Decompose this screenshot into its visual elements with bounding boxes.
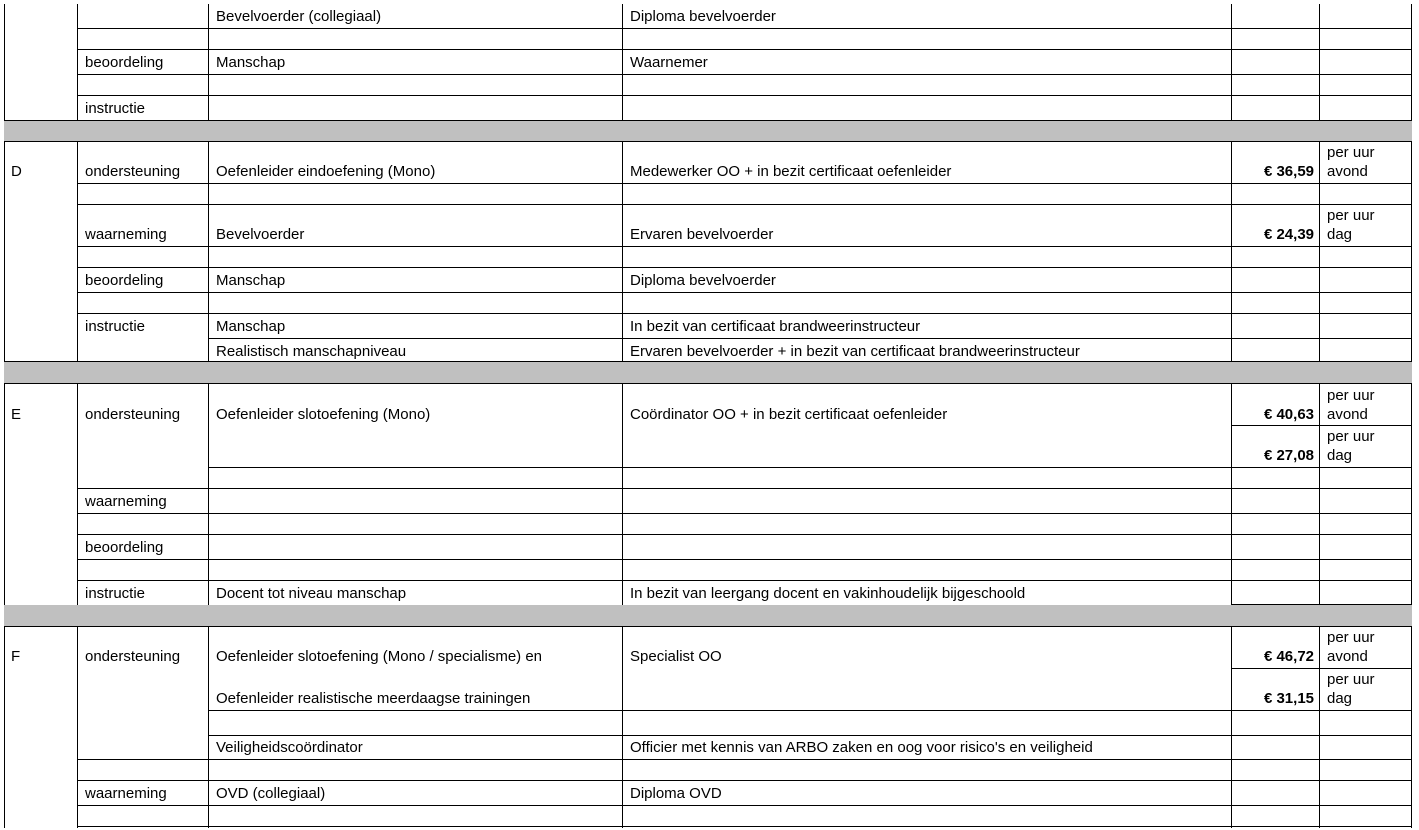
role-cell: Oefenleider eindoefening (Mono) (216, 163, 436, 180)
role-cell: Manschap (216, 318, 286, 335)
requirement-cell: In bezit van certificaat brandweerinstructeur (630, 318, 921, 335)
requirement-cell: Diploma bevelvoerder (630, 272, 776, 289)
rate-unit: per uur (1327, 207, 1375, 224)
requirement-cell: Diploma OVD (630, 785, 722, 802)
rate-unit: per uur (1327, 629, 1375, 646)
category-cell: beoordeling (85, 54, 164, 71)
category-cell: ondersteuning (85, 406, 181, 423)
category-cell: instructie (85, 318, 146, 335)
category-cell: ondersteuning (85, 648, 181, 665)
requirement-cell: Medewerker OO + in bezit certificaat oefenleider (630, 163, 952, 180)
section-letter: F (11, 648, 21, 665)
rate-unit: per uur (1327, 387, 1375, 404)
rate-amount: € 27,08 (1263, 447, 1314, 464)
role-cell: Docent tot niveau manschap (216, 585, 407, 602)
role-cell: Bevelvoerder (216, 226, 305, 243)
rate-amount: € 24,39 (1263, 226, 1314, 243)
rate-period: avond (1327, 406, 1368, 423)
separator-band (4, 362, 1412, 383)
role-cell: OVD (collegiaal) (216, 785, 326, 802)
section-letter: D (11, 163, 22, 180)
role-cell: Manschap (216, 272, 286, 289)
rate-amount: € 36,59 (1263, 163, 1314, 180)
category-cell: beoordeling (85, 272, 164, 289)
requirement-cell: Coördinator OO + in bezit certificaat oefenleider (630, 406, 948, 423)
rate-amount: € 46,72 (1263, 648, 1314, 665)
separator-band (4, 605, 1412, 626)
category-cell: waarneming (85, 493, 167, 510)
role-cell: Oefenleider realistische meerdaagse trainingen (216, 690, 531, 707)
rate-period: dag (1327, 226, 1353, 243)
rate-period: dag (1327, 447, 1353, 464)
rate-period: dag (1327, 690, 1353, 707)
rate-unit: per uur (1327, 144, 1375, 161)
requirement-cell: Waarnemer (630, 54, 708, 71)
requirement-cell: Ervaren bevelvoerder (630, 226, 774, 243)
section-letter: E (11, 406, 22, 423)
requirement-cell: Officier met kennis van ARBO zaken en oog voor risico's en veiligheid (630, 739, 1093, 756)
rate-period: avond (1327, 163, 1368, 180)
rate-unit: per uur (1327, 428, 1375, 445)
role-cell: Oefenleider slotoefening (Mono / specialisme) en (216, 648, 543, 665)
requirement-cell: In bezit van leergang docent en vakinhoudelijk bijgeschoold (630, 585, 1026, 602)
rate-amount: € 40,63 (1263, 406, 1314, 423)
category-cell: instructie (85, 585, 146, 602)
separator-band (4, 121, 1412, 141)
role-cell: Oefenleider slotoefening (Mono) (216, 406, 431, 423)
role-cell: Bevelvoerder (collegiaal) (216, 8, 382, 25)
rate-amount: € 31,15 (1263, 690, 1314, 707)
role-cell: Veiligheidscoördinator (216, 739, 363, 756)
role-cell: Realistisch manschapniveau (216, 343, 407, 360)
category-cell: beoordeling (85, 539, 164, 556)
requirement-cell: Ervaren bevelvoerder + in bezit van certificaat brandweerinstructeur (630, 343, 1080, 360)
role-cell: Manschap (216, 54, 286, 71)
rate-unit: per uur (1327, 671, 1375, 688)
category-cell: instructie (85, 100, 146, 117)
category-cell: ondersteuning (85, 163, 181, 180)
rate-period: avond (1327, 648, 1368, 665)
category-cell: waarneming (85, 785, 167, 802)
category-cell: waarneming (85, 226, 167, 243)
requirement-cell: Specialist OO (630, 648, 722, 665)
requirement-cell: Diploma bevelvoerder (630, 8, 776, 25)
